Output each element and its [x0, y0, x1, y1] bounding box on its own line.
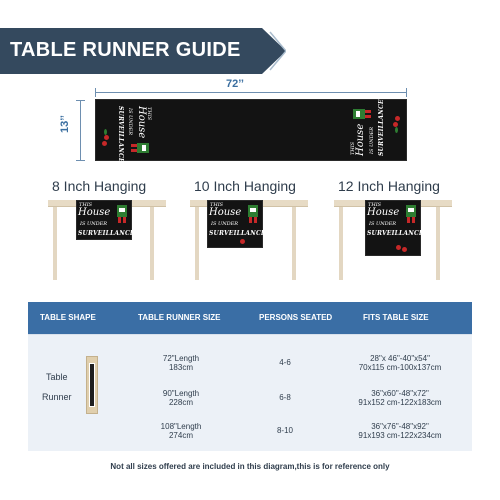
- header-runner-size: TABLE RUNNER SIZE: [138, 313, 221, 322]
- hanging-label-10: 10 Inch Hanging: [194, 178, 296, 194]
- table-leg: [150, 207, 154, 280]
- design-is-under-text: IS UNDER: [211, 221, 239, 227]
- length-inches: 72"Length: [162, 354, 200, 363]
- design-house-text: House: [209, 207, 242, 218]
- design-this-text: THIS: [350, 141, 356, 155]
- table-row-3-persons: 8-10: [276, 426, 293, 435]
- berry-icon: [240, 239, 245, 244]
- height-tick-top: [76, 100, 85, 101]
- design-house-text: House: [355, 123, 366, 156]
- design-surveillance-text: SURVEILLANCE: [78, 230, 135, 237]
- berry-icon: [395, 116, 400, 121]
- design-is-under-text: IS UNDER: [369, 221, 397, 227]
- leaf-icon: [395, 127, 398, 133]
- runner-design-right: [349, 99, 403, 157]
- shape-label-table: Table: [46, 372, 68, 382]
- header-table-shape: TABLE SHAPE: [40, 313, 96, 322]
- design-house-text: House: [367, 207, 400, 218]
- fits-inches: 28"x 46"-40"x54": [370, 354, 430, 363]
- hanging-runner-12: [365, 200, 424, 256]
- fits-cm: 91x152 cm-122x183cm: [358, 398, 442, 407]
- page-title: TABLE RUNNER GUIDE: [10, 39, 241, 61]
- design-surveillance-text: SURVEILLANCE: [209, 230, 266, 237]
- leaf-icon: [104, 129, 107, 135]
- header-persons-seated: PERSONS SEATED: [259, 313, 333, 322]
- guide-banner: [0, 28, 286, 74]
- runner-shape-inner: [89, 363, 95, 407]
- elf-icon: [246, 203, 260, 225]
- runner-design-left: [99, 105, 153, 163]
- design-this-text: THIS: [210, 202, 224, 208]
- table-row-1-persons: 4-6: [279, 358, 291, 367]
- width-label: 72’’: [226, 78, 244, 90]
- berry-icon: [102, 141, 107, 146]
- berry-icon: [104, 135, 109, 140]
- table-leg: [436, 207, 440, 280]
- runner-shape-illustration: [86, 356, 98, 414]
- elf-icon: [129, 141, 151, 155]
- design-this-text: THIS: [146, 107, 152, 121]
- table-leg: [195, 207, 199, 280]
- length-cm: 183cm: [168, 363, 193, 372]
- size-table-body: [28, 334, 472, 451]
- width-tick-right: [406, 88, 407, 97]
- design-is-under-text: IS UNDER: [127, 108, 133, 136]
- hanging-label-8: 8 Inch Hanging: [52, 178, 147, 194]
- design-surveillance-text: SURVEILLANCE: [378, 99, 385, 156]
- width-tick-left: [95, 88, 96, 97]
- table-row-1-length: [146, 354, 216, 372]
- height-tick-bottom: [76, 160, 85, 161]
- fits-inches: 36"x76"-48"x92": [371, 422, 429, 431]
- length-inches: 90"Length: [162, 389, 200, 398]
- fits-inches: 36"x60"-48"x72": [371, 389, 429, 398]
- table-row-2-length: [146, 389, 216, 407]
- size-table: [28, 302, 472, 451]
- table-row-2-fits: [340, 389, 460, 407]
- table-leg: [339, 207, 343, 280]
- header-fits-table-size: FITS TABLE SIZE: [363, 313, 429, 322]
- design-is-under-text: IS UNDER: [80, 221, 108, 227]
- table-row-3-fits: [340, 422, 460, 440]
- elf-icon: [115, 203, 129, 225]
- height-label: 13’’: [58, 115, 71, 133]
- length-inches: 108"Length: [160, 422, 202, 431]
- table-leg: [53, 207, 57, 280]
- table-illustration-10: [190, 200, 308, 280]
- hanging-runner-10: [207, 200, 266, 248]
- hanging-runner-8: [76, 200, 135, 240]
- design-surveillance-text: SURVEILLANCE: [367, 230, 424, 237]
- berry-icon: [396, 245, 401, 250]
- design-is-under-text: IS UNDER: [369, 126, 375, 154]
- height-dimension-line: [80, 100, 81, 160]
- table-row-3-length: [146, 422, 216, 440]
- design-surveillance-text: SURVEILLANCE: [117, 106, 124, 163]
- length-cm: 274cm: [168, 431, 193, 440]
- divider: [28, 334, 472, 335]
- width-dimension-line: [95, 92, 407, 93]
- reference-footnote: Not all sizes offered are included in this diagram,this is for reference only: [110, 462, 390, 471]
- table-row-2-persons: 6-8: [279, 393, 291, 402]
- length-cm: 228cm: [168, 398, 193, 407]
- fits-cm: 91x193 cm-122x234cm: [358, 431, 442, 440]
- fits-cm: 70x115 cm-100x137cm: [358, 363, 442, 372]
- table-runner-overview: [95, 99, 407, 161]
- table-row-1-fits: [340, 354, 460, 372]
- size-table-header: [28, 302, 472, 334]
- design-this-text: THIS: [79, 202, 93, 208]
- shape-label-runner: Runner: [42, 392, 72, 402]
- design-this-text: THIS: [368, 202, 382, 208]
- elf-icon: [351, 107, 373, 121]
- table-illustration-8: [48, 200, 166, 280]
- berry-icon: [402, 247, 407, 252]
- design-house-text: House: [78, 207, 111, 218]
- table-leg: [292, 207, 296, 280]
- design-house-text: House: [136, 106, 147, 139]
- hanging-label-12: 12 Inch Hanging: [338, 178, 440, 194]
- elf-icon: [404, 203, 418, 225]
- table-illustration-12: [334, 200, 452, 280]
